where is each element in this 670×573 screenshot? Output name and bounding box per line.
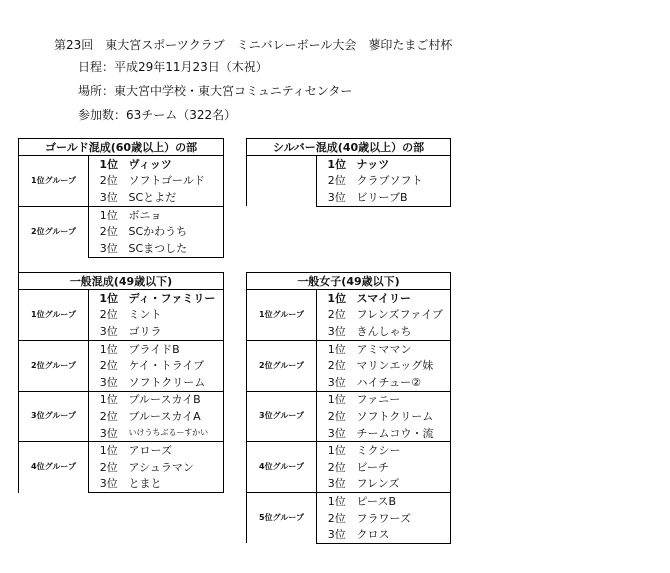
results-table-general-women [246, 272, 451, 544]
team-cell: ピースB [357, 493, 451, 510]
rank-cell: 1位 [89, 391, 129, 408]
rank-cell: 1位 [89, 442, 129, 459]
team-cell: SCかわうち [129, 223, 224, 240]
table-row [19, 442, 224, 459]
team-cell: ファニー [357, 391, 451, 408]
group-label: 1位グループ [247, 290, 317, 341]
rank-cell: 3位 [327, 375, 346, 389]
rank-cell: 3位 [327, 324, 346, 338]
team-cell: フレンズ [357, 476, 451, 493]
table-row [247, 442, 451, 459]
team-cell: チームコウ・流 [357, 425, 451, 442]
rank-cell: 1位 [317, 493, 357, 510]
rank-cell: 1位 [317, 340, 357, 357]
rank-cell: 2位 [99, 460, 118, 474]
table-row [247, 156, 451, 173]
team-cell: SCとよだ [129, 189, 224, 206]
group-label: 2位グループ [19, 340, 89, 391]
rank-cell: 2位 [99, 174, 118, 188]
team-cell: アシュラマン [129, 459, 224, 476]
rank-cell: 3位 [327, 426, 346, 440]
table-row [19, 391, 224, 408]
team-cell: ボニョ [129, 206, 224, 223]
event-venue: 場所：東大宮中学校・東大宮コミュニティセンター [78, 84, 353, 98]
group-label: 4位グループ [19, 442, 89, 493]
rank-cell: 2位 [327, 409, 346, 423]
rank-cell: 1位 [317, 290, 357, 307]
team-cell: ブルースカイA [129, 408, 224, 425]
results-table-general-mixed [18, 272, 224, 493]
rank-cell: 3位 [327, 477, 346, 491]
rank-cell: 2位 [99, 359, 118, 373]
team-cell: とまと [129, 476, 224, 493]
results-table-gold [18, 138, 224, 258]
table-title: シルバー混成(40歳以上）の部 [247, 139, 451, 156]
team-cell: アローズ [129, 442, 224, 459]
rank-cell: 1位 [317, 391, 357, 408]
group-label: 1位グループ [19, 156, 89, 207]
rank-cell: 1位 [317, 156, 357, 173]
rank-cell: 3位 [99, 190, 118, 204]
rank-cell: 3位 [99, 375, 118, 389]
event-date: 日程：平成29年11月23日（木祝） [78, 60, 268, 74]
rank-cell: 3位 [89, 476, 129, 493]
rank-cell: 3位 [99, 426, 118, 440]
team-cell: SCまつした [129, 240, 224, 257]
table-row [247, 290, 451, 307]
team-cell: ミクシー [357, 442, 451, 459]
team-cell: マリンエッグ妹 [357, 357, 451, 374]
table-title: 一般女子(49歳以下) [247, 273, 451, 290]
team-cell: ビリーブB [357, 189, 451, 206]
group-label: 2位グループ [19, 206, 89, 257]
team-cell: ゴリラ [129, 323, 224, 340]
group-label: 3位グループ [19, 391, 89, 442]
team-cell: ブルースカイB [129, 391, 224, 408]
table-row [247, 391, 451, 408]
group-label: 2位グループ [247, 340, 317, 391]
group-label: 5位グループ [247, 493, 317, 544]
rank-cell: 2位 [99, 225, 118, 239]
team-cell: ディ・ファミリー [129, 290, 224, 307]
table-row [247, 493, 451, 510]
team-cell: ビーチ [357, 459, 451, 476]
rank-cell: 2位 [327, 174, 346, 188]
rank-cell: 1位 [89, 340, 129, 357]
team-cell: クラブソフト [357, 173, 451, 190]
team-cell: ブライドB [129, 340, 224, 357]
team-cell: スマイリー [357, 290, 451, 307]
rank-cell: 3位 [317, 526, 357, 543]
team-cell: きんしゃち [357, 323, 451, 340]
team-cell: ソフトクリーム [357, 408, 451, 425]
results-table-silver [246, 138, 451, 207]
rank-cell: 2位 [99, 409, 118, 423]
rank-cell: 3位 [317, 189, 357, 206]
rank-cell: 1位 [89, 290, 129, 307]
team-cell: ミント [129, 307, 224, 324]
table-row [19, 290, 224, 307]
table-row [19, 206, 224, 223]
team-cell: ナッツ [357, 156, 451, 173]
team-cell: ソフトクリーム [129, 374, 224, 391]
participant-count: 参加数：63チーム（322名） [78, 108, 237, 122]
team-cell: ハイチュー② [357, 374, 451, 391]
team-cell: ヴィッツ [129, 156, 224, 173]
table-row [247, 340, 451, 357]
rank-cell: 1位 [317, 442, 357, 459]
rank-cell: 3位 [89, 240, 129, 257]
connector-line [18, 254, 19, 272]
rank-cell: 2位 [327, 359, 346, 373]
team-cell: フラワーズ [357, 510, 451, 527]
group-label: 1位グループ [19, 290, 89, 341]
team-cell: フレンズファイブ [357, 307, 451, 324]
table-title: 一般混成(49歳以下) [19, 273, 224, 290]
table-title: ゴールド混成(60歳以上）の部 [19, 139, 224, 156]
table-row [19, 156, 224, 173]
rank-cell: 1位 [89, 156, 129, 173]
table-row [19, 340, 224, 357]
group-label: 3位グループ [247, 391, 317, 442]
rank-cell: 2位 [99, 308, 118, 322]
team-cell: クロス [357, 526, 451, 543]
team-cell: アミママン [357, 340, 451, 357]
rank-cell: 2位 [327, 308, 346, 322]
rank-cell: 2位 [327, 511, 346, 525]
rank-cell: 2位 [327, 460, 346, 474]
team-cell: いけうちぶるーすかい [129, 425, 224, 442]
group-label [247, 156, 317, 207]
page-title: 第23回 東大宮スポーツクラブ ミニバレーボール大会 蓼印たまご村杯 [54, 38, 453, 52]
rank-cell: 1位 [89, 206, 129, 223]
group-label: 4位グループ [247, 442, 317, 493]
team-cell: ケイ・トライブ [129, 357, 224, 374]
rank-cell: 3位 [99, 324, 118, 338]
team-cell: ソフトゴールド [129, 173, 224, 190]
